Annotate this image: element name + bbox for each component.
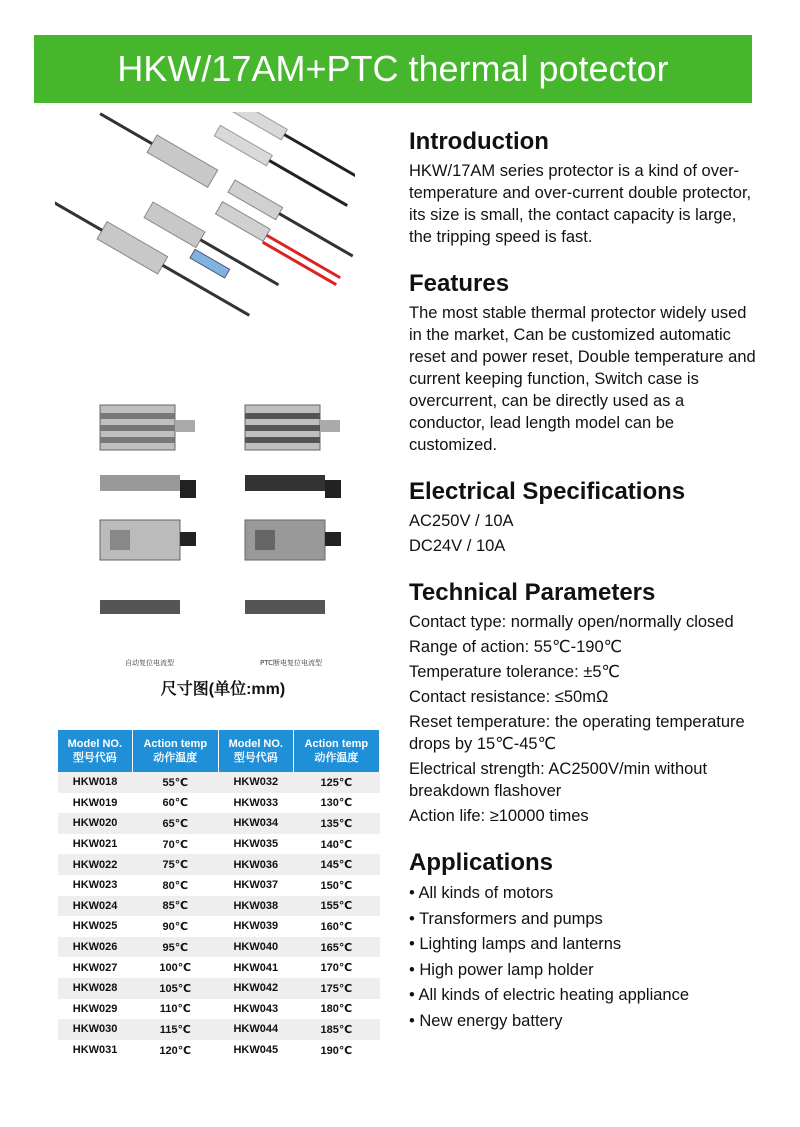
model-no-cell: HKW026	[58, 937, 132, 958]
model-no-cell: HKW042	[218, 978, 293, 999]
drawing-caption: 尺寸图(单位:mm)	[160, 681, 286, 698]
introduction-text: HKW/17AM series protector is a kind of over-temperature and over-current double protector, its size is small, the contact capacity is large, the tripping speed is fast.	[409, 162, 752, 246]
table-row	[58, 813, 380, 834]
model-no-cell: HKW038	[218, 896, 293, 917]
action-temp-cell: 135℃	[293, 813, 379, 834]
technical-title: Technical Parameters	[409, 579, 656, 606]
header-model-no	[218, 730, 293, 772]
right-column	[409, 128, 759, 1056]
header-action-temp	[293, 730, 379, 772]
model-no-cell: HKW039	[218, 916, 293, 937]
model-no-cell: HKW024	[58, 896, 132, 917]
action-temp-cell: 140℃	[293, 834, 379, 855]
model-no-cell: HKW040	[218, 937, 293, 958]
action-temp-cell: 175℃	[293, 978, 379, 999]
introduction-section	[409, 128, 759, 248]
model-no-cell: HKW029	[58, 999, 132, 1020]
model-no-cell: HKW025	[58, 916, 132, 937]
table-row	[58, 896, 380, 917]
dimension-drawing	[55, 380, 365, 680]
technical-line: Electrical strength: AC2500V/min without breakdown flashover	[409, 760, 708, 800]
model-no-cell: HKW031	[58, 1040, 132, 1061]
action-temp-cell: 85℃	[132, 896, 218, 917]
technical-line: Temperature tolerance: ±5℃	[409, 663, 621, 681]
header-model-no	[58, 730, 132, 772]
header-en: Model NO.	[67, 738, 122, 750]
action-temp-cell: 60℃	[132, 793, 218, 814]
model-no-cell: HKW022	[58, 854, 132, 875]
right-drawing-label: PTC断电复位电流型	[260, 659, 322, 667]
action-temp-cell: 160℃	[293, 916, 379, 937]
action-temp-cell: 170℃	[293, 957, 379, 978]
model-no-cell: HKW045	[218, 1040, 293, 1061]
features-title: Features	[409, 270, 510, 297]
action-temp-cell: 90℃	[132, 916, 218, 937]
action-temp-cell: 125℃	[293, 772, 379, 793]
action-temp-cell: 100℃	[132, 957, 218, 978]
introduction-title: Introduction	[409, 128, 549, 155]
technical-section	[409, 579, 759, 827]
features-section	[409, 270, 759, 456]
technical-line: Action life: ≥10000 times	[409, 807, 589, 825]
model-no-cell: HKW044	[218, 1019, 293, 1040]
table-row	[58, 1040, 380, 1061]
action-temp-cell: 115℃	[132, 1019, 218, 1040]
list-item: • High power lamp holder	[409, 958, 759, 984]
action-temp-cell: 75℃	[132, 854, 218, 875]
right-drawing	[245, 405, 341, 614]
action-temp-cell: 150℃	[293, 875, 379, 896]
page-title: HKW/17AM+PTC thermal potector	[117, 48, 669, 89]
action-temp-cell: 180℃	[293, 999, 379, 1020]
list-item: • All kinds of electric heating appliance	[409, 983, 759, 1009]
header-action-temp	[132, 730, 218, 772]
action-temp-cell: 80℃	[132, 875, 218, 896]
applications-section	[409, 849, 759, 1034]
table-row	[58, 978, 380, 999]
left-drawing	[100, 405, 196, 614]
list-item: • All kinds of motors	[409, 881, 759, 907]
model-no-cell: HKW028	[58, 978, 132, 999]
action-temp-cell: 95℃	[132, 937, 218, 958]
header-cn: 型号代码	[233, 752, 278, 764]
electrical-section	[409, 478, 759, 557]
action-temp-cell: 70℃	[132, 834, 218, 855]
technical-line: Reset temperature: the operating temperature drops by 15℃-45℃	[409, 713, 745, 753]
table-row	[58, 772, 380, 793]
list-item: • Transformers and pumps	[409, 907, 759, 933]
features-text: The most stable thermal protector widely used in the market, Can be customized automatic reset and power reset, Double temperature and current keeping function, Switch case is overcurrent, can be directly used as a conductor, lead length model can be customized.	[409, 304, 756, 454]
technical-line: Range of action: 55℃-190℃	[409, 638, 623, 656]
header-en: Action temp	[304, 738, 369, 750]
electrical-line: DC24V / 10A	[409, 537, 506, 555]
table-row	[58, 1019, 380, 1040]
table-row	[58, 999, 380, 1020]
action-temp-cell: 110℃	[132, 999, 218, 1020]
action-temp-cell: 120℃	[132, 1040, 218, 1061]
action-temp-cell: 155℃	[293, 896, 379, 917]
header-en: Model NO.	[228, 738, 283, 750]
model-no-cell: HKW020	[58, 813, 132, 834]
table-row	[58, 793, 380, 814]
page-title-banner	[34, 35, 752, 103]
model-no-cell: HKW035	[218, 834, 293, 855]
model-table	[58, 730, 380, 1060]
header-cn: 动作温度	[153, 752, 198, 764]
model-no-cell: HKW018	[58, 772, 132, 793]
action-temp-cell: 105℃	[132, 978, 218, 999]
left-drawing-label: 自动复位电流型	[125, 659, 174, 667]
applications-list	[409, 881, 759, 1034]
applications-title: Applications	[409, 849, 554, 876]
header-cn: 动作温度	[314, 752, 359, 764]
table-header-row	[58, 730, 380, 772]
protector-group	[55, 112, 355, 352]
model-no-cell: HKW041	[218, 957, 293, 978]
technical-line: Contact type: normally open/normally closed	[409, 613, 734, 631]
product-photo	[55, 112, 355, 352]
model-no-cell: HKW030	[58, 1019, 132, 1040]
model-no-cell: HKW043	[218, 999, 293, 1020]
action-temp-cell: 165℃	[293, 937, 379, 958]
electrical-title: Electrical Specifications	[409, 478, 686, 505]
model-no-cell: HKW037	[218, 875, 293, 896]
model-no-cell: HKW033	[218, 793, 293, 814]
model-no-cell: HKW021	[58, 834, 132, 855]
action-temp-cell: 65℃	[132, 813, 218, 834]
table-row	[58, 834, 380, 855]
action-temp-cell: 130℃	[293, 793, 379, 814]
model-no-cell: HKW036	[218, 854, 293, 875]
action-temp-cell: 55℃	[132, 772, 218, 793]
action-temp-cell: 145℃	[293, 854, 379, 875]
action-temp-cell: 185℃	[293, 1019, 379, 1040]
model-no-cell: HKW034	[218, 813, 293, 834]
table-row	[58, 854, 380, 875]
list-item: • Lighting lamps and lanterns	[409, 932, 759, 958]
table-row	[58, 937, 380, 958]
table-row	[58, 916, 380, 937]
technical-line: Contact resistance: ≤50mΩ	[409, 688, 609, 706]
model-no-cell: HKW027	[58, 957, 132, 978]
table-body	[58, 772, 380, 1060]
header-cn: 型号代码	[72, 752, 117, 764]
electrical-line: AC250V / 10A	[409, 512, 514, 530]
table-row	[58, 875, 380, 896]
action-temp-cell: 190℃	[293, 1040, 379, 1061]
model-no-cell: HKW019	[58, 793, 132, 814]
header-en: Action temp	[143, 738, 208, 750]
model-no-cell: HKW023	[58, 875, 132, 896]
model-no-cell: HKW032	[218, 772, 293, 793]
list-item: • New energy battery	[409, 1009, 759, 1035]
table-row	[58, 957, 380, 978]
